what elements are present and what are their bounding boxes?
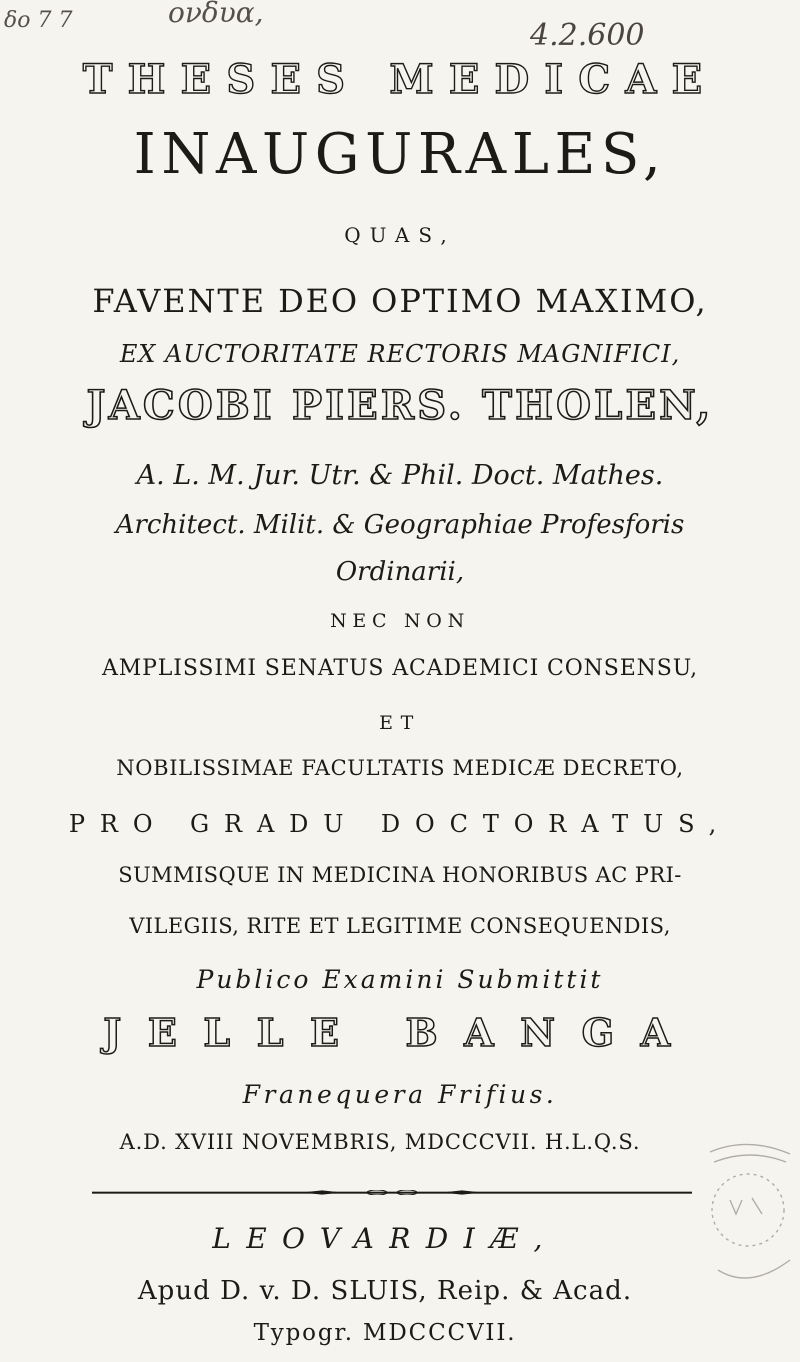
rector-titles-2: Architect. Milit. & Geographiae Profesforis (115, 510, 685, 540)
handwritten-note-right: 4.2.600 (530, 18, 645, 53)
auctoritate-line: EX AUCTORITATE RECTORIS MAGNIFICI, (119, 340, 681, 368)
quas-line: QUAS, (344, 223, 456, 247)
handwritten-note-center: ονδυα, (168, 0, 264, 29)
et-line: ET (379, 712, 421, 734)
nec-non-line: NEC NON (330, 610, 470, 632)
summisque-line: SUMMISQUE IN MEDICINA HONORIBUS AC PRI- (118, 863, 682, 887)
pro-gradu-line: PRO GRADU DOCTORATUS, (68, 810, 732, 838)
privilegiis-line: VILEGIIS, RITE ET LEGITIME CONSEQUENDIS, (129, 914, 671, 938)
library-stamp (700, 1140, 796, 1310)
rector-name: JACOBI PIERS. THOLEN, (86, 382, 714, 429)
handwritten-note-left: δο 7 7 (4, 8, 73, 33)
rector-titles-3: Ordinarii, (335, 557, 465, 587)
imprint-typogr: Typogr. MDCCCVII. (253, 1320, 517, 1346)
imprint-city: LEOVARDIÆ, (212, 1222, 558, 1255)
title-line-1: THESES MEDICAE (82, 56, 718, 103)
decorative-rule (92, 1190, 692, 1195)
rector-titles-1: A. L. M. Jur. Utr. & Phil. Doct. Mathes. (136, 460, 664, 491)
title-line-2: INAUGURALES, (133, 122, 667, 187)
publico-line: Publico Examini Submittit (196, 965, 604, 994)
favente-line: FAVENTE DEO OPTIMO MAXIMO, (92, 282, 708, 320)
origin-line: Franequera Frifius. (242, 1080, 558, 1109)
date-line: A.D. XVIII NOVEMBRIS, MDCCCVII. H.L.Q.S. (119, 1130, 641, 1154)
author-name: JELLE BANGA (103, 1010, 697, 1055)
nobilissimae-line: NOBILISSIMAE FACULTATIS MEDICÆ DECRETO, (116, 756, 684, 780)
imprint-printer: Apud D. v. D. SLUIS, Reip. & Acad. (137, 1276, 633, 1306)
amplissimi-line: AMPLISSIMI SENATUS ACADEMICI CONSENSU, (101, 656, 699, 681)
